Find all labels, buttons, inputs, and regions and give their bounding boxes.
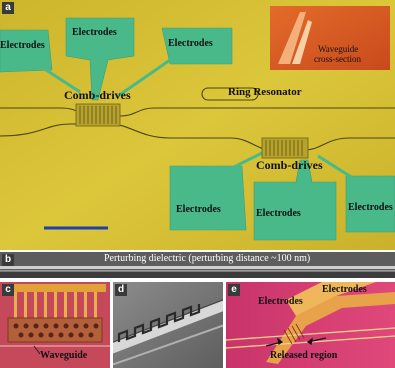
comb-drive-top xyxy=(76,104,120,126)
panel-e-released-region xyxy=(226,282,395,368)
comb-drives-label-top: Comb-drives xyxy=(64,88,131,102)
panel-d-label: d xyxy=(115,284,127,296)
sem-closeup-graphic xyxy=(113,282,223,368)
electrodes-label-bottom-left: Electrodes xyxy=(176,204,221,215)
panel-d-sem-closeup xyxy=(113,282,223,368)
waveguide-label: Waveguide xyxy=(40,350,88,361)
panel-a-label: a xyxy=(2,2,14,14)
comb-drives-label-bottom: Comb-drives xyxy=(256,158,323,172)
electrodes-label-top-center: Electrodes xyxy=(72,27,117,38)
electrode-pad-bottom-left xyxy=(170,166,246,230)
panel-c-label: c xyxy=(2,284,14,296)
electrode-pad-top-left xyxy=(0,30,52,72)
panel-c-comb-closeup xyxy=(0,282,110,368)
perturbing-dielectric-caption: Perturbing dielectric (perturbing distance ~100 nm) xyxy=(104,253,311,264)
inset-caption-line1: Waveguide xyxy=(318,44,359,54)
electrodes-label-bottom-center: Electrodes xyxy=(256,208,301,219)
electrodes-label-top-left: Electrodes xyxy=(0,40,45,51)
ring-resonator-label: Ring Resonator xyxy=(228,86,302,98)
electrodes-label-bottom-right: Electrodes xyxy=(348,202,393,213)
electrodes-label-e-left: Electrodes xyxy=(258,296,303,307)
electrodes-label-top-right: Electrodes xyxy=(168,38,213,49)
panel-b-sem-strip xyxy=(0,252,395,278)
inset-caption-line2: cross-section xyxy=(314,54,361,64)
panel-e-label: e xyxy=(228,284,240,296)
panel-b-label: b xyxy=(2,254,14,266)
released-region-label: Released region xyxy=(270,350,338,361)
comb-drive-bottom xyxy=(262,138,308,158)
electrodes-label-e-right: Electrodes xyxy=(322,284,367,295)
